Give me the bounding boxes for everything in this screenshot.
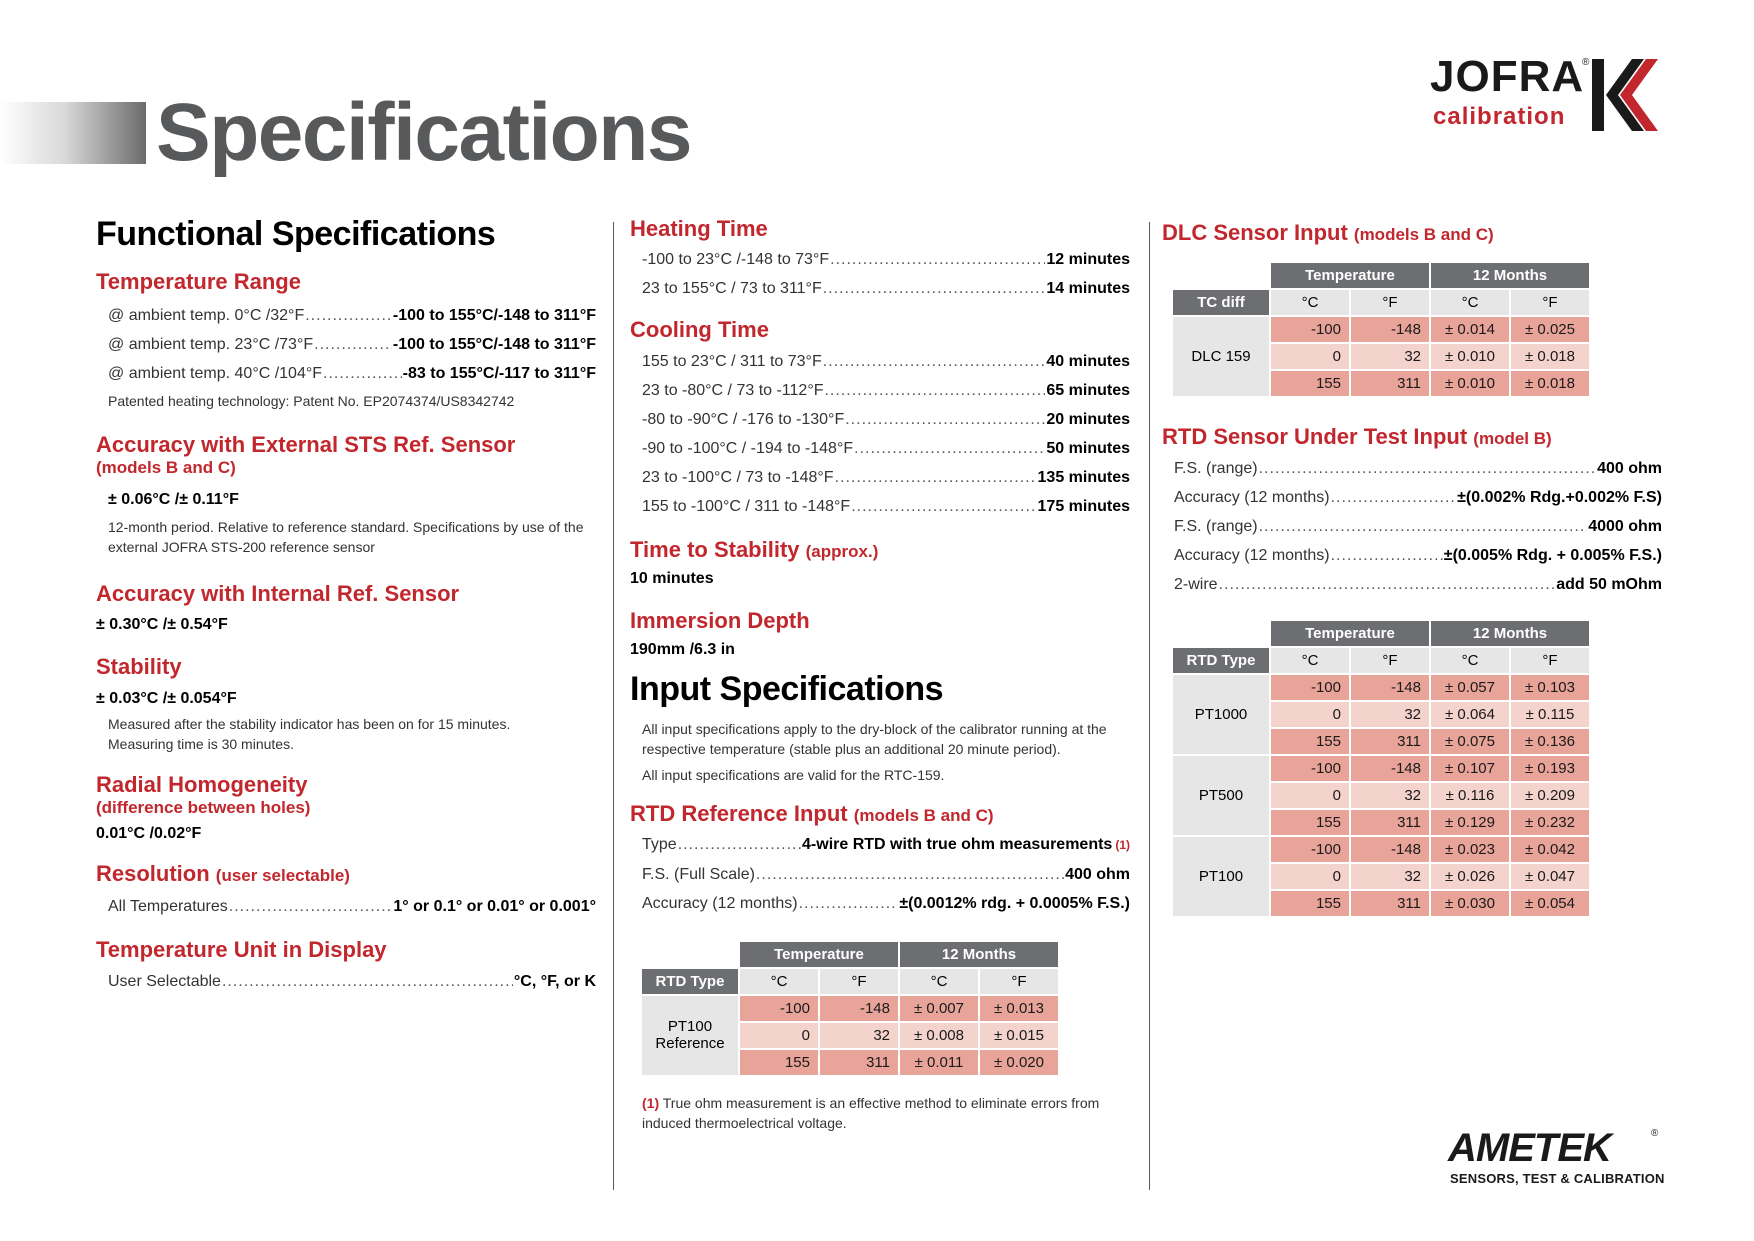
jofra-logo-sub: calibration [1433, 103, 1566, 130]
table-cell: ± 0.116 [1431, 783, 1509, 808]
spec-row [630, 860, 1130, 889]
row-value: -100 to 155°C/-148 to 311°F [392, 306, 596, 324]
right-column [1162, 216, 1662, 918]
spec-row [96, 330, 596, 359]
table-cell: 32 [1351, 344, 1429, 369]
leader-dots [1259, 454, 1596, 483]
row-label: Accuracy (12 months) [1174, 546, 1330, 564]
table-cell: -148 [1351, 675, 1429, 700]
row-value: 50 minutes [1046, 439, 1130, 457]
table-cell: ± 0.025 [1511, 317, 1589, 342]
spec-row [630, 830, 1130, 860]
heading: Temperature Unit in Display [96, 937, 387, 963]
row-label: 155 to -100°C / 311 to -148°F [642, 497, 851, 515]
heading: Cooling Time [630, 317, 769, 343]
spec-value: 190mm /6.3 in [630, 641, 735, 659]
table-header: °F [980, 969, 1058, 994]
table-cell: ± 0.014 [1431, 317, 1509, 342]
table-cell: ± 0.064 [1431, 702, 1509, 727]
table-cell: 311 [1351, 810, 1429, 835]
patent-note: Patented heating technology: Patent No. EP2074374/US8342742 [108, 392, 515, 409]
table-rowhead [642, 996, 738, 1075]
row-label: F.S. (Full Scale) [642, 865, 755, 883]
leader-dots [314, 330, 392, 359]
table-header: RTD Type [642, 969, 738, 994]
row-label: Accuracy (12 months) [642, 894, 798, 912]
table-row [1173, 317, 1589, 342]
table-cell: 155 [740, 1050, 818, 1075]
heading-text: RTD Sensor Under Test Input [1162, 424, 1468, 450]
heading: Temperature Range [96, 269, 301, 295]
table-header-row [1173, 621, 1589, 646]
table-cell: ± 0.193 [1511, 756, 1589, 781]
table-header: °F [1351, 648, 1429, 673]
heading-small: (models B and C) [1353, 225, 1494, 244]
table-row [1173, 837, 1589, 862]
table-cell: 155 [1271, 729, 1349, 754]
row-value: 400 ohm [1065, 865, 1130, 883]
row-label: 23 to -80°C / 73 to -112°F [642, 381, 824, 399]
table-header: 12 Months [1431, 621, 1589, 646]
spec-row [630, 274, 1130, 303]
heading-sub: (models B and C) [96, 457, 236, 477]
row-value: ±(0.005% Rdg. + 0.005% F.S.) [1443, 546, 1662, 564]
row-value: 14 minutes [1046, 280, 1130, 298]
table-cell: 0 [1271, 783, 1349, 808]
heading-text: RTD Reference Input [630, 800, 848, 826]
table-cell: ± 0.020 [980, 1050, 1058, 1075]
table-header: Temperature [740, 942, 898, 967]
table-cell: 0 [1271, 344, 1349, 369]
leader-dots [823, 274, 1046, 303]
table-header: RTD Type [1173, 648, 1269, 673]
table-cell: 0 [740, 1023, 818, 1048]
row-value: 4-wire RTD with true ohm measurements [802, 835, 1113, 853]
spec-value: 10 minutes [630, 569, 714, 587]
footnote-mark: (1) [642, 1094, 660, 1111]
table-cell: 32 [820, 1023, 898, 1048]
title-gradient-bar [0, 102, 146, 164]
spec-row [96, 359, 596, 388]
heading-text: Time to Stability [630, 536, 800, 562]
footnote [630, 1093, 1130, 1133]
spec-row [96, 301, 596, 330]
rtd-name: PT100 [667, 1018, 713, 1036]
table-cell: ± 0.018 [1511, 344, 1589, 369]
table-cell: ± 0.047 [1511, 864, 1589, 889]
table-cell: ± 0.209 [1511, 783, 1589, 808]
input-note: All input specifications are valid for the RTC-159. [642, 766, 945, 783]
table-cell: ± 0.136 [1511, 729, 1589, 754]
table-cell: -100 [1271, 317, 1349, 342]
table-header: °F [1511, 648, 1589, 673]
table-cell: 155 [1271, 891, 1349, 916]
table-cell: ± 0.057 [1431, 675, 1509, 700]
table-cell [1173, 621, 1269, 646]
table-cell: ± 0.023 [1431, 837, 1509, 862]
row-value: 20 minutes [1046, 410, 1130, 428]
row-value: 12 minutes [1046, 251, 1130, 269]
row-label: User Selectable [108, 972, 221, 990]
spec-row [630, 347, 1130, 376]
row-value: 40 minutes [1046, 352, 1130, 370]
heading-small: (model B) [1473, 429, 1552, 449]
table-cell: -148 [820, 996, 898, 1021]
middle-column [630, 216, 1130, 1133]
row-value: -100 to 155°C/-148 to 311°F [392, 335, 596, 353]
table-header-row [1173, 263, 1589, 288]
row-value: ±(0.002% Rdg.+0.002% F.S) [1457, 488, 1662, 506]
heading [1162, 220, 1662, 245]
input-note: All input specifications apply to the dry-block of the calibrator running at the respective temperature (stable plus an additional 20 minute period). [642, 720, 1107, 757]
table-cell: ± 0.107 [1431, 756, 1509, 781]
leader-dots [1331, 541, 1443, 570]
heading: Accuracy with External STS Ref. Sensor [96, 431, 516, 457]
leader-dots [222, 967, 513, 996]
leader-dots [845, 405, 1045, 434]
table-cell: ± 0.015 [980, 1023, 1058, 1048]
heading-small: (models B and C) [853, 805, 994, 825]
spec-row [96, 967, 596, 996]
table-row [1173, 675, 1589, 700]
leader-dots [678, 830, 801, 859]
heading [1162, 424, 1662, 449]
table-cell: -100 [1271, 756, 1349, 781]
table-rowhead: PT500 [1173, 756, 1269, 835]
table-cell: ± 0.018 [1511, 371, 1589, 396]
spec-row [630, 889, 1130, 918]
spec-row [630, 376, 1130, 405]
row-value: -83 to 155°C/-117 to 311°F [402, 364, 596, 382]
table-header: °C [1431, 648, 1509, 673]
row-value: ±(0.0012% rdg. + 0.0005% F.S.) [899, 894, 1130, 912]
table-cell: ± 0.008 [900, 1023, 978, 1048]
ametek-logo-sub: SENSORS, TEST & CALIBRATION [1450, 1171, 1665, 1186]
table-cell: ± 0.054 [1511, 891, 1589, 916]
table-header: °C [740, 969, 818, 994]
row-value: °C, °F, or K [513, 972, 596, 990]
section-title: Input Specifications [630, 670, 944, 709]
table-cell: 155 [1271, 810, 1349, 835]
table-cell: -100 [1271, 837, 1349, 862]
table-row [642, 996, 1058, 1021]
heading: Stability [96, 654, 182, 680]
table-header: °F [1351, 290, 1429, 315]
cooling-list [630, 347, 1130, 521]
leader-dots [854, 434, 1045, 463]
table-cell: 0 [1271, 864, 1349, 889]
row-label: Accuracy (12 months) [1174, 488, 1330, 506]
heading [630, 537, 1130, 562]
table-cell: 311 [1351, 891, 1429, 916]
table-subheader-row [642, 969, 1058, 994]
table-cell [642, 942, 738, 967]
column-divider [1149, 222, 1150, 1190]
row-value: 4000 ohm [1588, 517, 1662, 535]
table-cell: -100 [1271, 675, 1349, 700]
leader-dots [851, 492, 1036, 521]
row-value: 1° or 0.1° or 0.01° or 0.001° [393, 898, 596, 916]
table-rowhead: DLC 159 [1173, 317, 1269, 396]
rtd-test-list [1162, 454, 1662, 599]
spec-note: Measured after the stability indicator has been on for 15 minutes. Measuring time is 30 minutes. [108, 715, 511, 752]
row-value: 65 minutes [1046, 381, 1130, 399]
table-cell: -148 [1351, 317, 1429, 342]
spec-row [1162, 570, 1662, 599]
table-header: °F [1511, 290, 1589, 315]
table-cell: 155 [1271, 371, 1349, 396]
spec-row [630, 434, 1130, 463]
spec-row [1162, 454, 1662, 483]
table-header: Temperature [1271, 263, 1429, 288]
footnote-text: True ohm measurement is an effective method to eliminate errors from induced thermoelectrical voltage. [642, 1094, 1100, 1131]
heating-list [630, 245, 1130, 303]
heading-small: (approx.) [805, 541, 879, 561]
row-label: F.S. (range) [1174, 459, 1258, 477]
row-value: 175 minutes [1037, 497, 1130, 515]
section-title: Functional Specifications [96, 215, 496, 253]
spec-row [630, 492, 1130, 521]
spec-row [1162, 512, 1662, 541]
jofra-logo-reg: ® [1582, 57, 1590, 68]
table-cell: ± 0.103 [1511, 675, 1589, 700]
table-cell: ± 0.011 [900, 1050, 978, 1075]
leader-dots [823, 347, 1046, 376]
row-label: F.S. (range) [1174, 517, 1258, 535]
leader-dots [824, 376, 1045, 405]
heading-text: Resolution [96, 861, 210, 887]
table-cell: 32 [1351, 702, 1429, 727]
footnote-mark: (1) [1115, 837, 1130, 852]
temp-range-list [96, 301, 596, 414]
table-cell: 311 [1351, 371, 1429, 396]
row-label: 155 to 23°C / 311 to 73°F [642, 352, 822, 370]
table-rowhead: PT1000 [1173, 675, 1269, 754]
functional-specs-column [96, 216, 596, 996]
row-label: -80 to -90°C / -176 to -130°F [642, 410, 845, 428]
spec-value: ± 0.06°C /± 0.11°F [108, 491, 239, 509]
table-header-row [642, 942, 1058, 967]
spec-value: ± 0.30°C /± 0.54°F [96, 616, 228, 634]
heading-small: (user selectable) [215, 866, 350, 886]
table-cell: ± 0.007 [900, 996, 978, 1021]
table-subheader-row [1173, 290, 1589, 315]
table-header: °C [1271, 290, 1349, 315]
leader-dots [323, 359, 402, 388]
spec-row [96, 892, 596, 921]
row-label: @ ambient temp. 40°C /104°F [108, 364, 323, 382]
heading: Radial Homogeneity [96, 771, 308, 797]
table-cell: ± 0.075 [1431, 729, 1509, 754]
table-header: °C [1431, 290, 1509, 315]
row-value: add 50 mOhm [1556, 575, 1662, 593]
leader-dots [1219, 570, 1556, 599]
heading [630, 801, 1130, 826]
heading-sub: (difference between holes) [96, 797, 311, 817]
heading-text: DLC Sensor Input [1162, 220, 1348, 245]
leader-dots [799, 889, 899, 918]
table-header: °C [900, 969, 978, 994]
table-header: Temperature [1271, 621, 1429, 646]
heading: Accuracy with Internal Ref. Sensor [96, 581, 460, 607]
rtd-test-table [1171, 619, 1591, 918]
heading: Heating Time [630, 216, 768, 241]
spec-row [630, 463, 1130, 492]
leader-dots [1259, 512, 1588, 541]
rtd-ref-table [640, 940, 1060, 1077]
dlc-table [1171, 261, 1591, 398]
row-value: 135 minutes [1037, 468, 1130, 486]
ametek-logo [1448, 1128, 1672, 1198]
row-value: 400 ohm [1597, 459, 1662, 477]
table-cell: -148 [1351, 756, 1429, 781]
table-header: °C [1271, 648, 1349, 673]
rtd-name: Reference [655, 1035, 725, 1053]
spec-row [1162, 483, 1662, 512]
table-cell: 311 [820, 1050, 898, 1075]
row-label: 2-wire [1174, 575, 1218, 593]
table-header: TC diff [1173, 290, 1269, 315]
table-cell: ± 0.013 [980, 996, 1058, 1021]
table-cell: ± 0.030 [1431, 891, 1509, 916]
spec-row [630, 405, 1130, 434]
heading [96, 861, 596, 886]
row-label: 23 to -100°C / 73 to -148°F [642, 468, 834, 486]
leader-dots [756, 860, 1064, 889]
table-cell: 32 [1351, 783, 1429, 808]
jofra-k-mark-icon [1592, 59, 1658, 131]
table-cell: ± 0.129 [1431, 810, 1509, 835]
row-label: -100 to 23°C /-148 to 73°F [642, 251, 830, 269]
table-cell: ± 0.010 [1431, 344, 1509, 369]
table-cell [1173, 263, 1269, 288]
table-cell: -148 [1351, 837, 1429, 862]
table-cell: 0 [1271, 702, 1349, 727]
rtd-ref-list [630, 830, 1130, 918]
page-title: Specifications [156, 87, 691, 178]
row-label: 23 to 155°C / 73 to 311°F [642, 280, 822, 298]
ametek-logo-reg: ® [1651, 1128, 1659, 1139]
table-cell: 32 [1351, 864, 1429, 889]
column-divider [613, 222, 614, 1190]
heading: Immersion Depth [630, 607, 810, 633]
spec-row [630, 245, 1130, 274]
row-label: Type [642, 835, 677, 853]
leader-dots [830, 245, 1045, 274]
jofra-logo [1430, 52, 1660, 135]
table-cell: ± 0.115 [1511, 702, 1589, 727]
table-cell: 311 [1351, 729, 1429, 754]
spec-note: 12-month period. Relative to reference standard. Specifications by use of the external JOFRA STS-200 reference sensor [108, 519, 584, 556]
table-cell: ± 0.010 [1431, 371, 1509, 396]
leader-dots [305, 301, 392, 330]
table-cell: -100 [740, 996, 818, 1021]
table-cell: ± 0.042 [1511, 837, 1589, 862]
row-label: @ ambient temp. 0°C /32°F [108, 306, 305, 324]
table-header: 12 Months [1431, 263, 1589, 288]
spec-value: 0.01°C /0.02°F [96, 825, 202, 843]
row-label: @ ambient temp. 23°C /73°F [108, 335, 314, 353]
table-header: °F [820, 969, 898, 994]
row-label: All Temperatures [108, 898, 228, 916]
table-cell: ± 0.232 [1511, 810, 1589, 835]
spec-value: ± 0.03°C /± 0.054°F [96, 689, 237, 707]
table-subheader-row [1173, 648, 1589, 673]
jofra-logo-word: JOFRA [1430, 52, 1585, 101]
table-cell: ± 0.026 [1431, 864, 1509, 889]
leader-dots [229, 892, 393, 921]
table-header: 12 Months [900, 942, 1058, 967]
ametek-logo-word: AMETEK [1448, 1126, 1611, 1170]
leader-dots [1331, 483, 1457, 512]
row-label: -90 to -100°C / -194 to -148°F [642, 439, 854, 457]
table-row [1173, 756, 1589, 781]
spec-row [1162, 541, 1662, 570]
leader-dots [835, 463, 1037, 492]
table-rowhead: PT100 [1173, 837, 1269, 916]
